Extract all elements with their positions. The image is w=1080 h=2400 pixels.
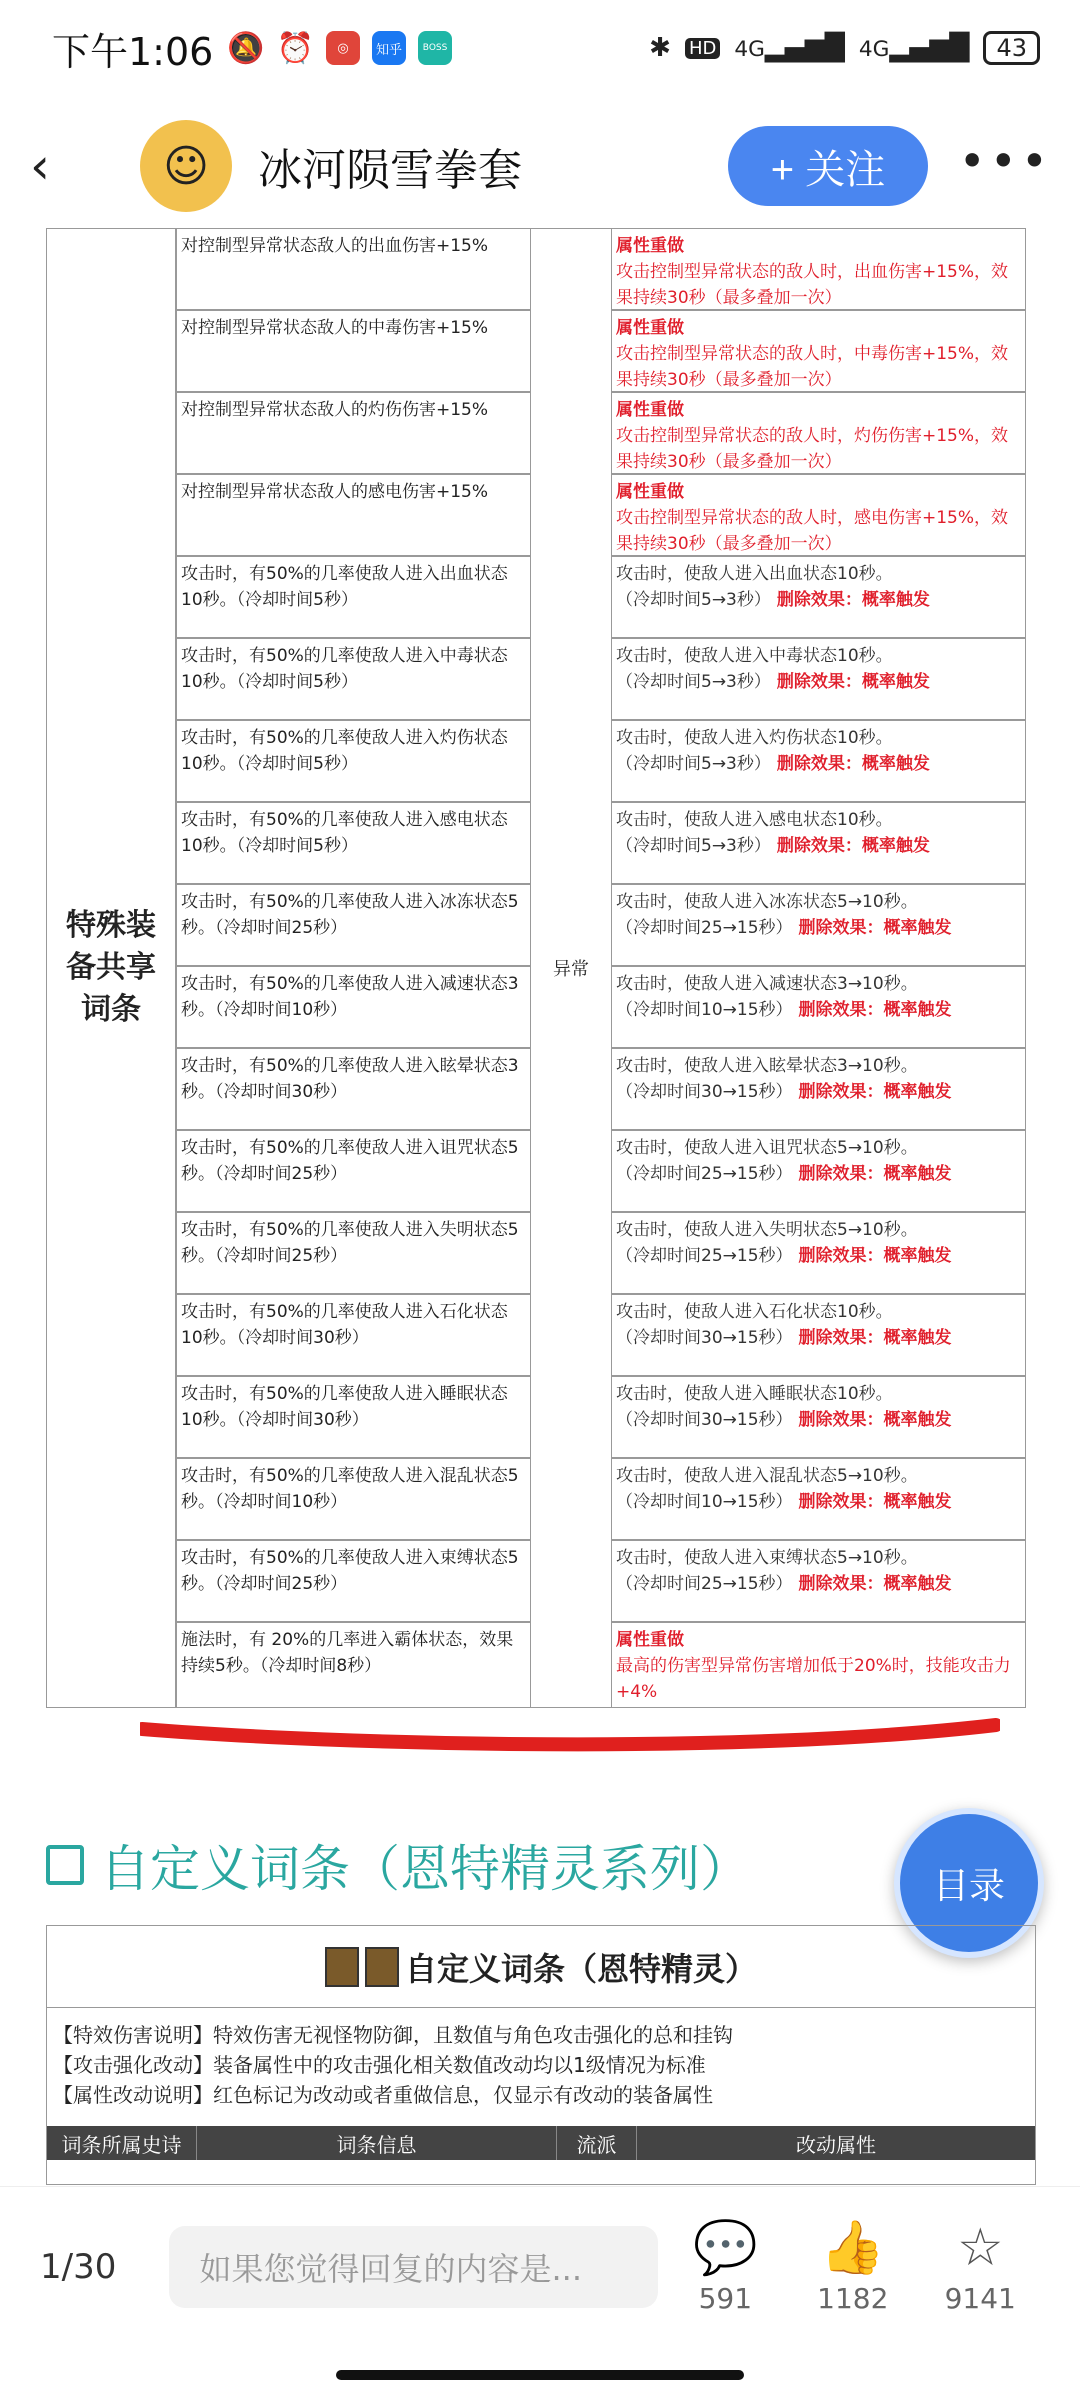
new-attribute-text: 攻击时，使敌人进入中毒状态10秒。 <box>616 646 893 666</box>
signal-1: 4G▂▄▆█ <box>734 33 845 63</box>
custom-attributes-image <box>46 1925 1036 2185</box>
bookmark-icon <box>46 1845 84 1885</box>
rework-tag: 属性重做 <box>616 236 684 256</box>
type-cell: 异常 <box>531 228 611 1708</box>
cooldown-text: （冷却时间5→3秒） <box>616 590 771 610</box>
new-attribute-cell <box>611 802 1026 884</box>
bluetooth-icon: ✱ <box>649 33 671 63</box>
old-attribute-cell: 对控制型异常状态敌人的出血伤害+15% <box>176 228 531 310</box>
new-attribute-text: 攻击控制型异常状态的敌人时，灼伤伤害+15%，效果持续30秒（最多叠加一次） <box>616 426 1009 472</box>
old-attribute-cell: 攻击时，有50%的几率使敌人进入中毒状态10秒。（冷却时间5秒） <box>176 638 531 720</box>
cooldown-text: （冷却时间25→15秒） <box>616 918 793 938</box>
new-attribute-text: 攻击时，使敌人进入混乱状态5→10秒。 <box>616 1466 918 1486</box>
cooldown-text: （冷却时间30→15秒） <box>616 1082 793 1102</box>
new-attribute-cell <box>611 1540 1026 1622</box>
new-attribute-text: 攻击时，使敌人进入冰冻状态5→10秒。 <box>616 892 918 912</box>
old-attribute-cell: 攻击时，有50%的几率使敌人进入出血状态10秒。（冷却时间5秒） <box>176 556 531 638</box>
rework-tag: 属性重做 <box>616 1630 684 1650</box>
old-attribute-cell: 攻击时，有50%的几率使敌人进入灼伤状态10秒。（冷却时间5秒） <box>176 720 531 802</box>
cooldown-text: （冷却时间10→15秒） <box>616 1000 793 1020</box>
removed-effect-text: 删除效果：概率触发 <box>798 1164 952 1184</box>
red-underline <box>140 1715 1000 1755</box>
note-line: 【属性改动说明】红色标记为改动或者重做信息，仅显示有改动的装备属性 <box>53 2083 713 2107</box>
new-attribute-text: 攻击时，使敌人进入失明状态5→10秒。 <box>616 1220 918 1240</box>
new-attribute-cell <box>611 966 1026 1048</box>
category-cell: 特殊装备共享词条 <box>46 228 176 1708</box>
removed-effect-text: 删除效果：概率触发 <box>798 1082 952 1102</box>
old-attribute-cell: 攻击时，有50%的几率使敌人进入睡眠状态10秒。（冷却时间30秒） <box>176 1376 531 1458</box>
app-icon-red: ◎ <box>326 31 360 65</box>
status-bar <box>0 0 1080 96</box>
thumbs-up-icon: 👍 <box>820 2218 886 2278</box>
new-attribute-cell <box>611 1130 1026 1212</box>
comment-button[interactable] <box>666 2218 785 2315</box>
attribute-table-image <box>46 228 1036 1708</box>
new-attribute-cell <box>611 1458 1026 1540</box>
cooldown-text: （冷却时间25→15秒） <box>616 1246 793 1266</box>
new-attribute-cell <box>611 1376 1026 1458</box>
cooldown-text: （冷却时间5→3秒） <box>616 836 771 856</box>
cooldown-text: （冷却时间25→15秒） <box>616 1574 793 1594</box>
old-attribute-cell: 攻击时，有50%的几率使敌人进入减速状态3秒。（冷却时间10秒） <box>176 966 531 1048</box>
note-line: 【攻击强化改动】装备属性中的攻击强化相关数值改动均以1级情况为标准 <box>53 2053 706 2077</box>
rework-tag: 属性重做 <box>616 400 684 420</box>
section-heading <box>46 1830 750 1900</box>
new-attribute-cell <box>611 1048 1026 1130</box>
removed-effect-text: 删除效果：概率触发 <box>776 754 930 774</box>
status-right <box>649 31 1040 65</box>
new-attribute-cell <box>611 638 1026 720</box>
cooldown-text: （冷却时间5→3秒） <box>616 754 771 774</box>
like-count: 1182 <box>817 2282 889 2315</box>
new-attribute-cell <box>611 392 1026 474</box>
new-attribute-cell <box>611 310 1026 392</box>
new-attribute-cell <box>611 1212 1026 1294</box>
follow-button[interactable]: + 关注 <box>728 126 928 206</box>
epic-icon <box>365 1947 399 1987</box>
epic-icon <box>325 1947 359 1987</box>
home-indicator <box>336 2370 744 2380</box>
more-icon[interactable]: ••• <box>958 134 1052 188</box>
old-attribute-cell: 攻击时，有50%的几率使敌人进入石化状态10秒。（冷却时间30秒） <box>176 1294 531 1376</box>
new-attribute-text: 攻击时，使敌人进入眩晕状态3→10秒。 <box>616 1056 918 1076</box>
reply-input[interactable]: 如果您觉得回复的内容是... <box>169 2226 657 2308</box>
removed-effect-text: 删除效果：概率触发 <box>798 918 952 938</box>
new-attribute-text: 攻击时，使敌人进入感电状态10秒。 <box>616 810 893 830</box>
old-attribute-cell: 对控制型异常状态敌人的灼伤伤害+15% <box>176 392 531 474</box>
app-header <box>0 96 1080 236</box>
star-icon: ☆ <box>956 2218 1004 2278</box>
new-attribute-text: 攻击时，使敌人进入出血状态10秒。 <box>616 564 893 584</box>
new-attribute-cell <box>611 1294 1026 1376</box>
old-attribute-cell: 施法时，有 20%的几率进入霸体状态，效果持续5秒。（冷却时间8秒） <box>176 1622 531 1708</box>
old-attribute-cell: 攻击时，有50%的几率使敌人进入束缚状态5秒。（冷却时间25秒） <box>176 1540 531 1622</box>
cooldown-text: （冷却时间10→15秒） <box>616 1492 793 1512</box>
removed-effect-text: 删除效果：概率触发 <box>776 590 930 610</box>
removed-effect-text: 删除效果：概率触发 <box>798 1000 952 1020</box>
old-attribute-cell: 攻击时，有50%的几率使敌人进入诅咒状态5秒。（冷却时间25秒） <box>176 1130 531 1212</box>
avatar[interactable]: ☺ <box>140 120 232 212</box>
doc2-title: 自定义词条（恩特精灵） <box>47 1926 1035 2008</box>
doc2-table-header: 词条所属史诗 词条信息 流派 改动属性 <box>47 2126 1035 2160</box>
new-attribute-cell <box>611 720 1026 802</box>
old-attribute-cell: 攻击时，有50%的几率使敌人进入混乱状态5秒。（冷却时间10秒） <box>176 1458 531 1540</box>
favorite-button[interactable] <box>921 2218 1040 2315</box>
mute-icon: 🔕 <box>227 30 265 66</box>
new-attribute-text: 攻击控制型异常状态的敌人时，感电伤害+15%，效果持续30秒（最多叠加一次） <box>616 508 1009 554</box>
page-indicator[interactable]: 1/30 <box>40 2246 117 2287</box>
toc-button[interactable]: 目录 <box>894 1808 1044 1958</box>
cooldown-text: （冷却时间30→15秒） <box>616 1328 793 1348</box>
new-attribute-text: 攻击时，使敌人进入减速状态3→10秒。 <box>616 974 918 994</box>
old-attribute-cell: 对控制型异常状态敌人的感电伤害+15% <box>176 474 531 556</box>
removed-effect-text: 删除效果：概率触发 <box>798 1328 952 1348</box>
like-button[interactable] <box>793 2218 912 2315</box>
comment-icon: 💬 <box>692 2218 758 2278</box>
removed-effect-text: 删除效果：概率触发 <box>798 1246 952 1266</box>
new-attribute-cell <box>611 884 1026 966</box>
new-attribute-text: 最高的伤害型异常伤害增加低于20%时，技能攻击力+4% <box>616 1656 1011 1702</box>
rework-tag: 属性重做 <box>616 482 684 502</box>
favorite-count: 9141 <box>944 2282 1016 2315</box>
alarm-icon: ⏰ <box>276 30 315 66</box>
page-title: 冰河陨雪拳套 <box>258 145 522 196</box>
new-attribute-text: 攻击控制型异常状态的敌人时，出血伤害+15%，效果持续30秒（最多叠加一次） <box>616 262 1009 308</box>
new-attribute-text: 攻击控制型异常状态的敌人时，中毒伤害+15%，效果持续30秒（最多叠加一次） <box>616 344 1009 390</box>
cooldown-text: （冷却时间5→3秒） <box>616 672 771 692</box>
comment-count: 591 <box>698 2282 753 2315</box>
new-attribute-text: 攻击时，使敌人进入束缚状态5→10秒。 <box>616 1548 918 1568</box>
new-attribute-text: 攻击时，使敌人进入石化状态10秒。 <box>616 1302 893 1322</box>
old-attribute-cell: 攻击时，有50%的几率使敌人进入冰冻状态5秒。（冷却时间25秒） <box>176 884 531 966</box>
bottom-bar <box>0 2186 1080 2346</box>
note-line: 【特效伤害说明】特效伤害无视怪物防御，且数值与角色攻击强化的总和挂钩 <box>53 2023 733 2047</box>
old-attribute-cell: 对控制型异常状态敌人的中毒伤害+15% <box>176 310 531 392</box>
removed-effect-text: 删除效果：概率触发 <box>798 1492 952 1512</box>
status-time: 下午1:06 <box>52 29 214 74</box>
new-attribute-text: 攻击时，使敌人进入诅咒状态5→10秒。 <box>616 1138 918 1158</box>
new-attribute-cell <box>611 556 1026 638</box>
hd-icon: HD <box>685 38 720 59</box>
old-attribute-cell: 攻击时，有50%的几率使敌人进入眩晕状态3秒。（冷却时间30秒） <box>176 1048 531 1130</box>
old-attribute-cell: 攻击时，有50%的几率使敌人进入感电状态10秒。（冷却时间5秒） <box>176 802 531 884</box>
new-attribute-cell <box>611 474 1026 556</box>
boss-icon: BOSS <box>418 31 452 65</box>
zhihu-icon: 知乎 <box>372 31 406 65</box>
removed-effect-text: 删除效果：概率触发 <box>776 672 930 692</box>
signal-2: 4G▂▄▆█ <box>858 33 970 63</box>
cooldown-text: （冷却时间30→15秒） <box>616 1410 793 1430</box>
new-attribute-cell <box>611 1622 1026 1708</box>
removed-effect-text: 删除效果：概率触发 <box>798 1410 952 1430</box>
battery-indicator: 43 <box>983 31 1040 65</box>
cooldown-text: （冷却时间25→15秒） <box>616 1164 793 1184</box>
new-attribute-text: 攻击时，使敌人进入睡眠状态10秒。 <box>616 1384 893 1404</box>
rework-tag: 属性重做 <box>616 318 684 338</box>
new-attribute-text: 攻击时，使敌人进入灼伤状态10秒。 <box>616 728 893 748</box>
removed-effect-text: 删除效果：概率触发 <box>798 1574 952 1594</box>
old-attribute-cell: 攻击时，有50%的几率使敌人进入失明状态5秒。（冷却时间25秒） <box>176 1212 531 1294</box>
doc2-notes <box>53 2020 733 2110</box>
section-title: 自定义词条（恩特精灵系列） <box>100 1840 750 1898</box>
removed-effect-text: 删除效果：概率触发 <box>776 836 930 856</box>
new-attribute-cell <box>611 228 1026 310</box>
back-icon[interactable]: ‹ <box>30 137 50 195</box>
